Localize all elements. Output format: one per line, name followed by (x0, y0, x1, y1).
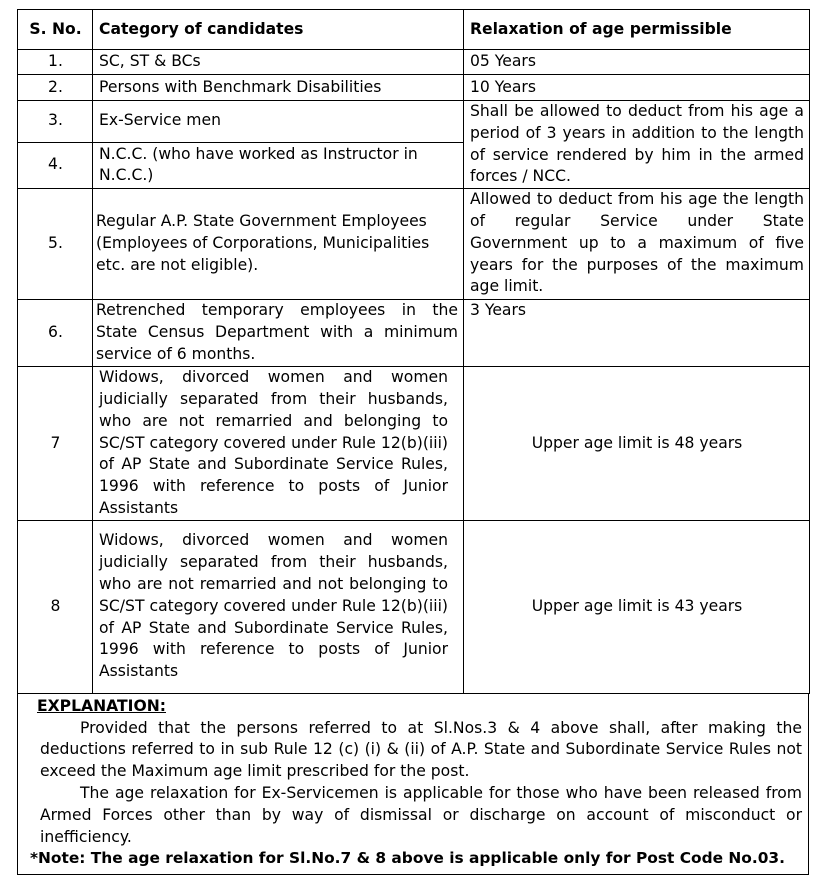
row-category: Regular A.P. State Government Employees (Employees of Corporations, Municipalities etc. are not eligible). (93, 189, 464, 300)
row-sno: 8 (18, 520, 93, 693)
row-category: Persons with Benchmark Disabilities (93, 75, 464, 101)
header-relaxation: Relaxation of age permissible (464, 10, 810, 50)
row-relaxation: Shall be allowed to deduct from his age a period of 3 years in addition to the length of service rendered by him in the armed forces / NCC. (464, 101, 810, 189)
header-category: Category of candidates (93, 10, 464, 50)
age-relaxation-table (17, 9, 810, 694)
table-row (18, 189, 810, 300)
row-category: N.C.C. (who have worked as Instructor in N.C.C.) (93, 142, 464, 189)
explanation-section (17, 694, 809, 875)
row-relaxation: Allowed to deduct from his age the length of regular Service under State Government up to a maximum of five years for the purposes of the maximum age limit. (464, 189, 810, 300)
table-row (18, 101, 810, 143)
row-sno: 3. (18, 101, 93, 143)
row-sno: 4. (18, 142, 93, 189)
table-row (18, 75, 810, 101)
row-sno: 2. (18, 75, 93, 101)
row-relaxation: Upper age limit is 48 years (464, 367, 810, 521)
row-sno: 1. (18, 50, 93, 75)
table-row (18, 520, 810, 693)
age-relaxation-document (17, 9, 809, 869)
row-relaxation: 05 Years (464, 50, 810, 75)
table-header-row (18, 10, 810, 50)
post-code-note: *Note: The age relaxation for Sl.No.7 & 8 above is applicable only for Post Code No.03. (30, 849, 785, 868)
table-row (18, 300, 810, 367)
row-category: Ex-Service men (93, 101, 464, 143)
table-row (18, 50, 810, 75)
header-sno: S. No. (18, 10, 93, 50)
table-row (18, 367, 810, 521)
row-category: Widows, divorced women and women judicially separated from their husbands, who are not remarried and not belonging to SC/ST category covered under Rule 12(b)(iii) of AP State and Subordinate Service Rules, 1996 with reference to posts of Junior Assistants (93, 520, 464, 693)
row-relaxation: Upper age limit is 43 years (464, 520, 810, 693)
row-category: Widows, divorced women and women judicially separated from their husbands, who are not remarried and belonging to SC/ST category covered under Rule 12(b)(iii) of AP State and Subordinate Service Rules, 1996 with reference to posts of Junior Assistants (93, 367, 464, 521)
row-category: Retrenched temporary employees in the State Census Department with a minimum service of 6 months. (93, 300, 464, 367)
row-sno: 6. (18, 300, 93, 367)
row-relaxation: 10 Years (464, 75, 810, 101)
row-sno: 7 (18, 367, 93, 521)
row-sno: 5. (18, 189, 93, 300)
explanation-paragraph: The age relaxation for Ex-Servicemen is applicable for those who have been released from Armed Forces other than by way of dismissal or discharge on account of misconduct or inefficiency. (40, 783, 802, 846)
explanation-paragraph: Provided that the persons referred to at Sl.Nos.3 & 4 above shall, after making the deductions referred to in sub Rule 12 (c) (i) & (ii) of A.P. State and Subordinate Service Rules not exceed the Maximum age limit prescribed for the post. (40, 718, 802, 781)
explanation-title: EXPLANATION: (37, 696, 166, 715)
row-relaxation: 3 Years (464, 300, 810, 367)
row-category: SC, ST & BCs (93, 50, 464, 75)
